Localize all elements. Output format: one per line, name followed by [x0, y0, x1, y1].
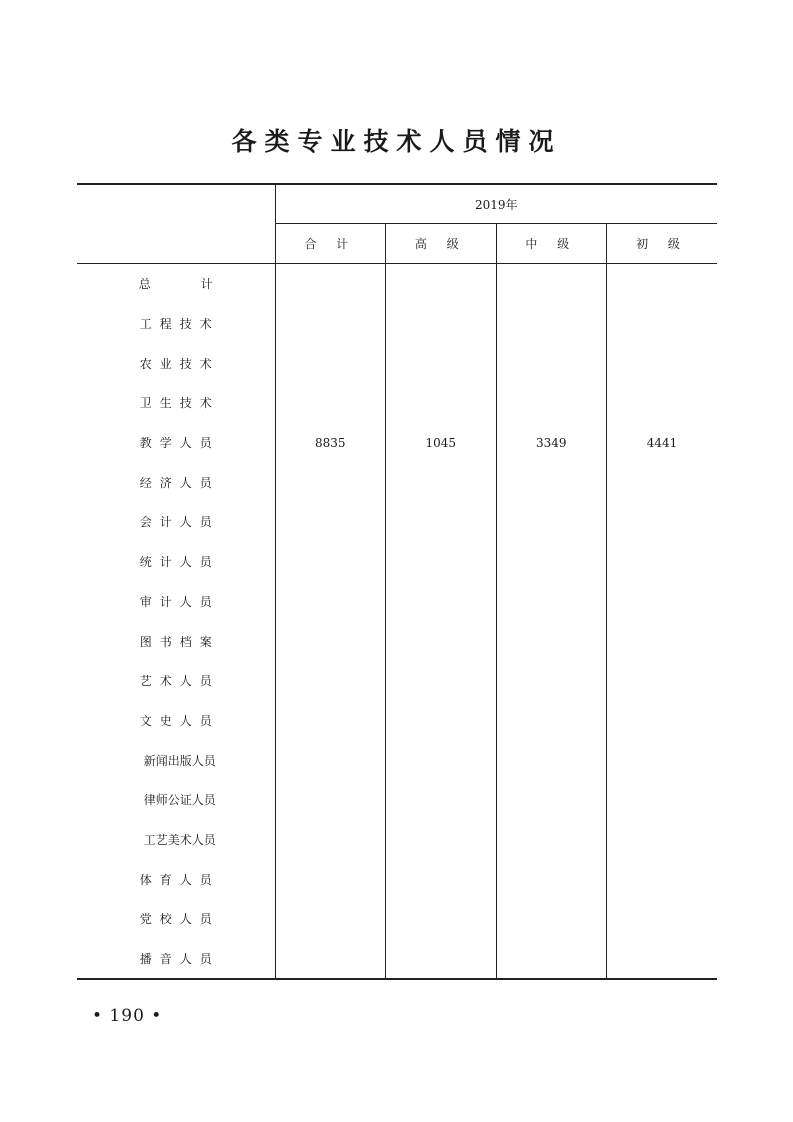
cell-value [275, 264, 386, 304]
cell-value [496, 383, 607, 423]
cell-value [496, 343, 607, 383]
cell-value [275, 939, 386, 980]
cell-value [496, 820, 607, 860]
cell-value [496, 542, 607, 582]
cell-value [496, 582, 607, 622]
cell-value [275, 740, 386, 780]
cell-value [386, 701, 497, 741]
cell-value [386, 264, 497, 304]
cell-value [607, 701, 718, 741]
cell-value: 1045 [386, 423, 497, 463]
cell-value [386, 859, 497, 899]
cell-value [275, 582, 386, 622]
row-label: 体育人员 [139, 872, 220, 887]
stats-table [77, 183, 717, 980]
table-row [77, 701, 717, 741]
cell-value [386, 542, 497, 582]
cell-value [607, 462, 718, 502]
cell-value [607, 859, 718, 899]
cell-value: 4441 [607, 423, 718, 463]
cell-value [275, 343, 386, 383]
cell-value [386, 462, 497, 502]
row-label: 统计人员 [139, 555, 220, 570]
cell-value [275, 859, 386, 899]
year-header: 2019年 [275, 184, 717, 224]
cell-value [386, 820, 497, 860]
cell-value [607, 383, 718, 423]
table-row [77, 502, 717, 542]
cell-value [275, 502, 386, 542]
table-row [77, 542, 717, 582]
row-label: 工程技术 [139, 317, 220, 332]
cell-value: 8835 [275, 423, 386, 463]
table-row [77, 582, 717, 622]
cell-value [496, 264, 607, 304]
cell-value [275, 542, 386, 582]
col-header-intermediate: 中 级 [496, 224, 607, 264]
row-label: 卫生技术 [139, 396, 220, 411]
col-header-junior: 初 级 [607, 224, 718, 264]
cell-value [607, 939, 718, 980]
cell-value [496, 740, 607, 780]
row-label: 艺术人员 [139, 674, 220, 689]
cell-value [386, 740, 497, 780]
table-row [77, 780, 717, 820]
col-header-total: 合 计 [275, 224, 386, 264]
stub-header [77, 184, 275, 224]
table-body [77, 264, 717, 980]
row-label: 审计人员 [139, 594, 220, 609]
cell-value [275, 701, 386, 741]
cell-value [607, 304, 718, 344]
cell-value [496, 304, 607, 344]
page-number: • 190 • [92, 1006, 163, 1026]
cell-value [386, 899, 497, 939]
cell-value [496, 661, 607, 701]
cell-value [275, 304, 386, 344]
cell-value [496, 859, 607, 899]
cell-value [275, 661, 386, 701]
table-row [77, 343, 717, 383]
cell-value [386, 582, 497, 622]
row-label: 党校人员 [139, 912, 220, 927]
cell-value [607, 542, 718, 582]
table-row [77, 304, 717, 344]
cell-value [607, 343, 718, 383]
cell-value [496, 621, 607, 661]
table-row [77, 899, 717, 939]
row-label: 播音人员 [77, 939, 275, 980]
row-label: 新闻出版人员 [143, 753, 216, 768]
col-header-senior: 高 级 [386, 224, 497, 264]
cell-value [607, 820, 718, 860]
table-row [77, 859, 717, 899]
cell-value [275, 820, 386, 860]
cell-value [496, 899, 607, 939]
cell-value [275, 780, 386, 820]
cell-value [607, 264, 718, 304]
cell-value [607, 661, 718, 701]
cell-value [275, 621, 386, 661]
cell-value [275, 383, 386, 423]
cell-value [496, 462, 607, 502]
row-label: 工艺美术人员 [143, 832, 216, 847]
cell-value [275, 899, 386, 939]
cell-value [607, 740, 718, 780]
table-row [77, 462, 717, 502]
cell-value [496, 780, 607, 820]
cell-value [386, 621, 497, 661]
row-label: 经济人员 [139, 475, 220, 490]
cell-value [386, 939, 497, 980]
row-label: 总计 [138, 277, 263, 292]
table-row [77, 264, 717, 304]
row-label: 文史人员 [139, 713, 220, 728]
cell-value: 3349 [496, 423, 607, 463]
table-row [77, 423, 717, 463]
table-row [77, 383, 717, 423]
row-label: 律师公证人员 [143, 793, 216, 808]
row-label: 会计人员 [139, 515, 220, 530]
row-label: 图书档案 [139, 634, 220, 649]
cell-value [386, 383, 497, 423]
cell-value [607, 899, 718, 939]
cell-value [275, 462, 386, 502]
cell-value [496, 701, 607, 741]
cell-value [386, 343, 497, 383]
table-row [77, 939, 717, 980]
cell-value [607, 621, 718, 661]
row-label: 农业技术 [139, 356, 220, 371]
cell-value [607, 582, 718, 622]
cell-value [607, 502, 718, 542]
table-row [77, 621, 717, 661]
cell-value [607, 780, 718, 820]
cell-value [496, 502, 607, 542]
cell-value [496, 939, 607, 980]
page-title: 各类专业技术人员情况 [231, 127, 562, 156]
table-row [77, 740, 717, 780]
cell-value [386, 502, 497, 542]
table-row [77, 820, 717, 860]
stub-header-lower [77, 224, 275, 264]
cell-value [386, 661, 497, 701]
table-row [77, 661, 717, 701]
cell-value [386, 304, 497, 344]
row-label: 教学人员 [139, 436, 220, 451]
cell-value [386, 780, 497, 820]
